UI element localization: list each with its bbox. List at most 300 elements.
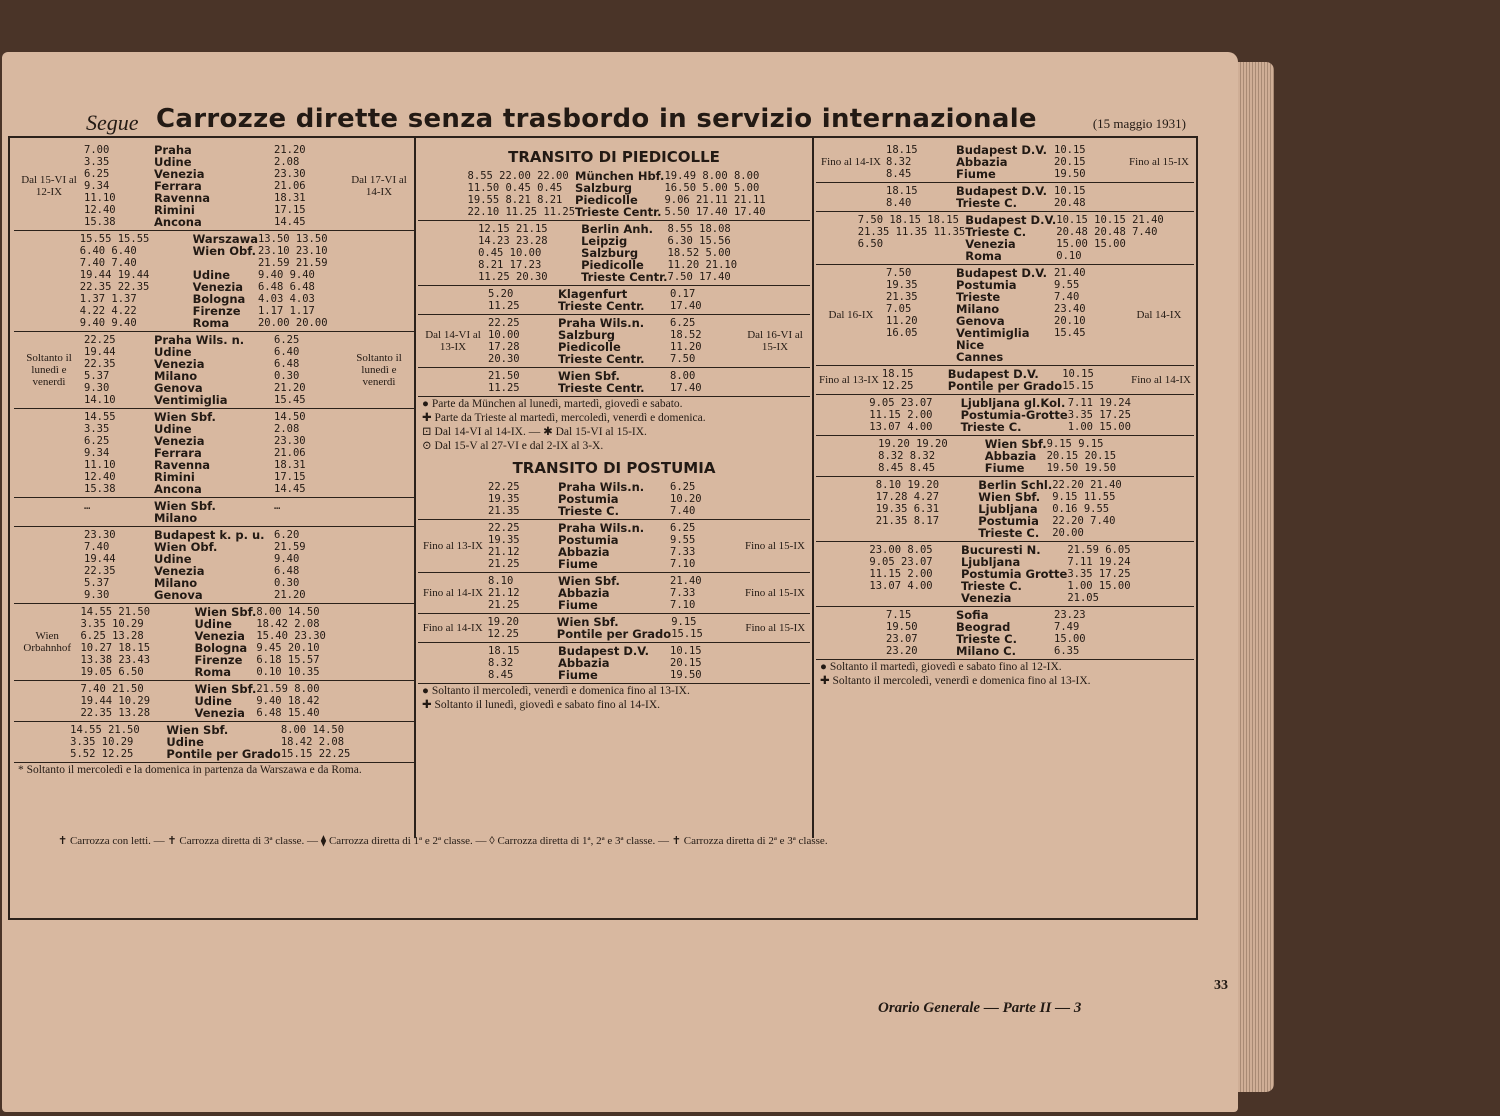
timetable-block bbox=[816, 607, 1194, 660]
station-name: Piedicolle bbox=[558, 340, 621, 354]
time-cell: 3.35 10.29 bbox=[80, 618, 144, 630]
station-name: Abbazia bbox=[558, 586, 610, 600]
timetable-frame bbox=[8, 136, 1198, 920]
block-validity-right bbox=[740, 481, 810, 517]
station-name: Roma bbox=[192, 316, 230, 330]
block-validity-left bbox=[14, 500, 84, 524]
column-middle bbox=[418, 142, 810, 712]
return-times bbox=[668, 223, 750, 283]
time-cell: 10.00 bbox=[488, 329, 520, 341]
time-cell: 9.40 9.40 bbox=[257, 269, 315, 281]
station-name: Trieste C. bbox=[960, 579, 1022, 593]
time-cell: 7.10 bbox=[670, 599, 696, 611]
time-cell: 6.25 13.28 bbox=[80, 630, 144, 642]
block-validity-right: Dal 16-VI al 15-IX bbox=[747, 329, 803, 353]
station-name: Udine bbox=[194, 694, 232, 708]
block-validity-left bbox=[816, 185, 886, 209]
postumia-blocks bbox=[418, 479, 810, 712]
timetable-block bbox=[14, 409, 414, 498]
station-list bbox=[956, 609, 1054, 657]
block-body bbox=[14, 529, 414, 601]
timetable-block bbox=[14, 527, 414, 604]
station-name: Trieste C. bbox=[956, 196, 1017, 210]
time-cell: 7.15 bbox=[886, 609, 912, 621]
time-cell: 14.55 21.50 bbox=[80, 606, 151, 618]
time-cell: 6.48 bbox=[274, 358, 300, 370]
time-cell: 8.21 17.23 bbox=[478, 259, 542, 271]
time-cell: 21.35 11.35 11.35 bbox=[857, 226, 966, 238]
station-list bbox=[558, 575, 670, 611]
block-validity-left bbox=[816, 397, 869, 433]
time-cell: 21.25 bbox=[488, 599, 520, 611]
time-cell: 19.50 bbox=[886, 621, 918, 633]
time-cell: 18.15 bbox=[886, 144, 918, 156]
return-times bbox=[1054, 144, 1124, 180]
time-cell: 14.10 bbox=[84, 394, 116, 406]
station-list bbox=[557, 616, 671, 640]
station-name: Bologna bbox=[194, 641, 248, 655]
return-times bbox=[670, 370, 740, 394]
block-validity-left bbox=[418, 645, 488, 681]
time-cell: 21.05 bbox=[1067, 592, 1099, 604]
station-name: Pontile per Grado bbox=[947, 379, 1063, 393]
station-list bbox=[154, 144, 274, 228]
block-validity-left bbox=[418, 170, 468, 218]
station-name: Praha bbox=[154, 143, 192, 157]
station-name: Venezia bbox=[194, 706, 245, 720]
departure-times bbox=[70, 724, 166, 760]
block-body bbox=[816, 214, 1194, 262]
column-note: * Soltanto il mercoledì e la domenica in partenza da Warszawa e da Roma. bbox=[18, 764, 362, 776]
block-validity-right bbox=[1141, 544, 1194, 604]
departure-times bbox=[468, 170, 575, 218]
block-body bbox=[418, 370, 810, 394]
timetable-block bbox=[418, 286, 810, 315]
time-cell: 7.10 bbox=[670, 558, 696, 570]
station-name: Milano C. bbox=[956, 644, 1016, 658]
time-cell: 18.52 bbox=[670, 329, 702, 341]
station-list bbox=[978, 479, 1052, 539]
time-cell: 3.35 bbox=[84, 156, 110, 168]
station-name: Praha Wils.n. bbox=[558, 316, 645, 330]
time-cell: 6.25 bbox=[274, 334, 300, 346]
time-cell: 5.37 bbox=[84, 370, 110, 382]
block-body bbox=[816, 144, 1194, 180]
station-list bbox=[194, 606, 256, 678]
time-cell: 0.10 10.35 bbox=[256, 666, 320, 678]
station-name: Venezia bbox=[192, 280, 244, 294]
station-name: Trieste Centr. bbox=[581, 270, 668, 284]
block-body bbox=[816, 479, 1194, 539]
station-name: Wien Sbf. bbox=[194, 605, 257, 619]
time-cell: 12.15 21.15 bbox=[478, 223, 548, 235]
station-list bbox=[581, 223, 667, 283]
timetable-block bbox=[418, 643, 810, 684]
block-validity-left: Dal 15-VI al 12-IX bbox=[21, 174, 77, 198]
station-name: Postumia-Grotte bbox=[960, 408, 1068, 422]
time-cell: 8.00 14.50 bbox=[256, 606, 320, 618]
time-cell: 1.17 1.17 bbox=[257, 305, 315, 317]
return-times bbox=[1056, 214, 1164, 262]
return-times bbox=[256, 683, 347, 719]
station-name: Trieste Centr. bbox=[558, 299, 645, 313]
timetable-block bbox=[14, 604, 414, 681]
station-name: Wien Sbf. bbox=[154, 499, 216, 513]
departure-times bbox=[876, 479, 979, 539]
station-list bbox=[956, 144, 1054, 180]
station-name: Ravenna bbox=[154, 458, 211, 472]
time-cell: 9.40 18.42 bbox=[256, 695, 320, 707]
time-cell: 8.32 bbox=[886, 156, 912, 168]
station-name: Trieste Centr. bbox=[558, 352, 645, 366]
time-cell: 6.25 bbox=[670, 481, 696, 493]
station-name: Fiume bbox=[558, 598, 598, 612]
return-times bbox=[670, 288, 740, 312]
time-cell: 1.00 15.00 bbox=[1067, 580, 1131, 592]
block-validity-right: Fino al 15-IX bbox=[745, 540, 805, 552]
block-body bbox=[418, 170, 810, 218]
time-cell: 6.48 6.48 bbox=[257, 281, 315, 293]
station-name: Salzburg bbox=[575, 181, 633, 195]
station-name: München Hbf. bbox=[575, 169, 665, 183]
departure-times bbox=[882, 368, 948, 392]
station-name: Wien Sbf. bbox=[556, 615, 619, 629]
block-body bbox=[418, 616, 810, 640]
time-cell: 6.30 15.56 bbox=[667, 235, 731, 247]
station-name: Venezia bbox=[194, 629, 245, 643]
time-cell: 20.15 bbox=[1054, 156, 1086, 168]
timetable-block bbox=[418, 315, 810, 368]
departure-times bbox=[80, 683, 194, 719]
time-cell: 8.32 8.32 bbox=[878, 450, 936, 462]
return-times bbox=[256, 606, 347, 678]
station-name: Postumia bbox=[956, 278, 1017, 292]
time-cell: 8.45 bbox=[886, 168, 912, 180]
station-list bbox=[948, 368, 1062, 392]
section-title-postumia: TRANSITO DI POSTUMIA bbox=[512, 459, 716, 477]
time-cell: 8.32 bbox=[488, 657, 514, 669]
column-right bbox=[816, 142, 1194, 688]
station-list bbox=[558, 288, 670, 312]
time-cell: 5.20 bbox=[488, 288, 514, 300]
time-cell: 6.48 15.40 bbox=[256, 707, 320, 719]
time-cell: 19.20 bbox=[487, 616, 519, 628]
station-name: Bologna bbox=[192, 292, 246, 306]
block-validity-left: Fino al 14-IX bbox=[423, 587, 483, 599]
column-note: ✚ Soltanto il mercoledì, venerdì e domenica fino al 13-IX. bbox=[820, 675, 1091, 687]
piedicolle-blocks bbox=[418, 168, 810, 453]
station-name: Wien Sbf. bbox=[984, 437, 1047, 451]
time-cell: 10.15 bbox=[1054, 144, 1086, 156]
station-name: Ferrara bbox=[154, 446, 202, 460]
station-name: Leipzig bbox=[581, 234, 628, 248]
time-cell: 14.55 21.50 bbox=[70, 724, 140, 736]
block-validity-left: Soltanto il lunedì e venerdì bbox=[26, 352, 72, 388]
time-cell: 17.28 bbox=[488, 341, 520, 353]
time-cell: 7.40 bbox=[1054, 291, 1080, 303]
departure-times bbox=[488, 481, 558, 517]
block-validity-right bbox=[1124, 185, 1194, 209]
station-name: Budapest D.V. bbox=[956, 184, 1048, 198]
time-cell: 21.59 bbox=[274, 541, 306, 553]
time-cell: 7.40 bbox=[84, 541, 110, 553]
station-name: Pontile per Grado bbox=[166, 747, 281, 761]
time-cell: 19.50 bbox=[670, 669, 702, 681]
station-name: Cannes bbox=[956, 350, 1004, 364]
column-divider bbox=[812, 138, 814, 838]
return-times bbox=[670, 645, 740, 681]
time-cell: 7.40 21.50 bbox=[80, 683, 144, 695]
station-list bbox=[965, 214, 1056, 262]
time-cell: 6.25 bbox=[84, 168, 110, 180]
block-validity-left: Fino al 13-IX bbox=[819, 374, 879, 386]
block-validity-right: Fino al 14-IX bbox=[1131, 374, 1191, 386]
time-cell: 18.15 bbox=[488, 645, 520, 657]
station-name: Ventimiglia bbox=[154, 393, 228, 407]
time-cell: 0.10 bbox=[1056, 250, 1082, 262]
timetable-block bbox=[14, 722, 414, 763]
block-body bbox=[14, 724, 414, 760]
block-body bbox=[14, 233, 414, 329]
departure-times bbox=[488, 370, 558, 394]
departure-times bbox=[84, 411, 154, 495]
time-cell: 21.35 bbox=[488, 505, 520, 517]
time-cell: 20.15 bbox=[670, 657, 702, 669]
block-validity-right: Soltanto il lunedì e venerdì bbox=[356, 352, 402, 388]
station-name: Trieste Centr. bbox=[575, 205, 662, 219]
block-body bbox=[14, 606, 414, 678]
station-name: Budapest k. p. u. bbox=[154, 528, 265, 542]
time-cell: 8.00 14.50 bbox=[280, 724, 345, 736]
block-validity-left bbox=[816, 438, 878, 474]
time-cell: 6.40 6.40 bbox=[79, 245, 137, 257]
block-validity-left bbox=[418, 223, 478, 283]
timetable-block bbox=[816, 477, 1194, 542]
departure-times bbox=[478, 223, 581, 283]
time-cell: 23.30 bbox=[84, 529, 116, 541]
station-name: Venezia bbox=[154, 434, 205, 448]
time-cell: 21.20 bbox=[274, 589, 306, 601]
departure-times bbox=[488, 575, 558, 611]
station-name: Milano bbox=[154, 369, 198, 383]
block-validity-right bbox=[348, 233, 414, 329]
time-cell: 20.30 bbox=[488, 353, 520, 365]
block-body bbox=[14, 500, 414, 524]
time-cell: 11.10 bbox=[84, 192, 116, 204]
time-cell: 11.25 bbox=[488, 382, 520, 394]
time-cell: 22.35 bbox=[84, 358, 116, 370]
time-cell: 7.50 17.40 bbox=[667, 271, 731, 283]
station-name: Trieste C. bbox=[558, 504, 619, 518]
time-cell: 19.55 8.21 8.21 bbox=[467, 194, 563, 206]
return-times bbox=[258, 233, 348, 329]
column-note: ⊙ Dal 15-V al 27-VI e dal 2-IX al 3-X. bbox=[422, 440, 604, 452]
time-cell: 7.49 bbox=[1054, 621, 1080, 633]
station-list bbox=[956, 267, 1054, 363]
departure-times bbox=[869, 544, 961, 604]
block-validity-left bbox=[418, 288, 488, 312]
time-cell: 1.37 1.37 bbox=[79, 293, 137, 305]
block-validity-right bbox=[348, 683, 414, 719]
departure-times bbox=[84, 334, 154, 406]
departure-times bbox=[84, 144, 154, 228]
station-name: Fiume bbox=[558, 557, 598, 571]
time-cell: 19.50 19.50 bbox=[1046, 462, 1117, 474]
station-list bbox=[194, 683, 256, 719]
station-name: Trieste C. bbox=[956, 632, 1017, 646]
time-cell: 4.03 4.03 bbox=[257, 293, 315, 305]
block-body bbox=[816, 438, 1194, 474]
time-cell: 11.20 21.10 bbox=[667, 259, 738, 271]
station-name: Sofia bbox=[956, 608, 989, 622]
station-name: Ljubljana gl.Kol. bbox=[960, 396, 1066, 410]
time-cell: 21.59 21.59 bbox=[257, 257, 328, 269]
station-name: Trieste Centr. bbox=[558, 381, 645, 395]
station-name: Praha Wils.n. bbox=[558, 480, 645, 494]
station-list bbox=[985, 438, 1047, 474]
time-cell: 4.22 4.22 bbox=[79, 305, 137, 317]
time-cell: 15.38 bbox=[84, 216, 116, 228]
time-cell: 22.35 13.28 bbox=[80, 707, 151, 719]
block-body bbox=[816, 609, 1194, 657]
station-name: Ancona bbox=[154, 482, 202, 496]
return-times bbox=[1054, 267, 1124, 363]
time-cell: 23.30 bbox=[274, 435, 306, 447]
station-list bbox=[575, 170, 664, 218]
station-name: Abbazia bbox=[558, 545, 610, 559]
column-divider bbox=[414, 138, 416, 838]
station-list bbox=[558, 522, 670, 570]
timetable-block bbox=[14, 231, 414, 332]
time-cell: 14.23 23.28 bbox=[478, 235, 548, 247]
station-list bbox=[558, 370, 670, 394]
station-name: Venezia bbox=[154, 357, 205, 371]
station-name: Udine bbox=[154, 345, 192, 359]
time-cell: 1.00 15.00 bbox=[1067, 421, 1131, 433]
time-cell: 18.15 bbox=[881, 368, 914, 380]
block-validity-right bbox=[1124, 609, 1194, 657]
time-cell: 3.35 10.29 bbox=[70, 736, 134, 748]
block-body bbox=[816, 267, 1194, 363]
time-cell: 14.55 bbox=[84, 411, 116, 423]
block-validity-left bbox=[14, 411, 84, 495]
station-list bbox=[154, 500, 274, 524]
time-cell: 6.40 bbox=[274, 346, 300, 358]
time-cell: 20.48 bbox=[1054, 197, 1086, 209]
station-name: Genova bbox=[154, 588, 203, 602]
block-validity-right bbox=[358, 724, 414, 760]
return-times bbox=[1054, 185, 1124, 209]
time-cell: 21.40 bbox=[670, 575, 702, 587]
time-cell: 10.20 bbox=[670, 493, 702, 505]
time-cell: 9.45 20.10 bbox=[256, 642, 320, 654]
station-name: Venezia bbox=[154, 564, 205, 578]
station-name: Wien Sbf. bbox=[194, 682, 257, 696]
time-cell: 22.25 bbox=[488, 522, 520, 534]
block-validity-right bbox=[1132, 438, 1194, 474]
time-cell: 7.11 19.24 bbox=[1067, 397, 1131, 409]
timetable-block bbox=[418, 368, 810, 397]
time-cell: 21.50 bbox=[488, 370, 520, 382]
station-list bbox=[166, 724, 280, 760]
return-times bbox=[1052, 479, 1134, 539]
time-cell: 21.40 bbox=[1054, 267, 1086, 279]
time-cell: 22.35 bbox=[84, 565, 116, 577]
time-cell: 17.15 bbox=[274, 471, 306, 483]
time-cell: 23.00 8.05 bbox=[869, 544, 933, 556]
timetable-block bbox=[418, 614, 810, 643]
time-cell: 7.33 bbox=[670, 546, 696, 558]
return-times bbox=[670, 522, 740, 570]
time-cell: 22.25 bbox=[84, 334, 116, 346]
column-note: ✚ Soltanto il lunedì, giovedì e sabato fino al 14-IX. bbox=[422, 699, 660, 711]
timetable-block bbox=[816, 183, 1194, 212]
return-times bbox=[274, 411, 344, 495]
time-cell: 19.44 10.29 bbox=[80, 695, 151, 707]
station-name: Udine bbox=[154, 422, 192, 436]
time-cell: 8.40 bbox=[886, 197, 912, 209]
departure-times bbox=[858, 214, 965, 262]
time-cell: 11.50 0.45 0.45 bbox=[467, 182, 563, 194]
time-cell: 7.33 bbox=[670, 587, 696, 599]
time-cell: 18.52 5.00 bbox=[667, 247, 731, 259]
station-name: Wien Sbf. bbox=[558, 369, 620, 383]
time-cell: 7.00 bbox=[84, 144, 110, 156]
time-cell: 11.25 bbox=[488, 300, 520, 312]
station-name: Beograd bbox=[956, 620, 1011, 634]
departure-times bbox=[488, 522, 558, 570]
timetable-block bbox=[14, 681, 414, 722]
time-cell: 8.10 19.20 bbox=[875, 479, 940, 491]
time-cell: 8.45 bbox=[488, 669, 514, 681]
time-cell: 22.10 11.25 11.25 bbox=[467, 206, 576, 218]
station-list bbox=[956, 185, 1054, 209]
time-cell: 3.35 17.25 bbox=[1067, 568, 1131, 580]
block-body bbox=[418, 522, 810, 570]
time-cell: 14.50 bbox=[274, 411, 306, 423]
timetable-block bbox=[816, 212, 1194, 265]
time-cell: 23.20 bbox=[886, 645, 918, 657]
block-validity-right: Dal 14-IX bbox=[1136, 309, 1182, 321]
block-validity-left: Dal 14-VI al 13-IX bbox=[425, 329, 481, 353]
time-cell: 18.31 bbox=[274, 192, 306, 204]
time-cell: 10.15 bbox=[1054, 185, 1086, 197]
time-cell: 23.30 bbox=[274, 168, 306, 180]
time-cell: 9.55 bbox=[1054, 279, 1080, 291]
block-validity-right: Fino al 15-IX bbox=[745, 622, 806, 634]
station-name: Warszawa bbox=[192, 232, 258, 246]
station-name: Wien Sbf. bbox=[558, 574, 620, 588]
station-name: Ancona bbox=[154, 215, 202, 229]
station-list bbox=[193, 233, 258, 329]
time-cell: 8.45 8.45 bbox=[878, 462, 936, 474]
time-cell: 9.40 9.40 bbox=[79, 317, 137, 329]
station-name: Genova bbox=[154, 381, 203, 395]
time-cell: 15.40 23.30 bbox=[256, 630, 326, 642]
return-times bbox=[1068, 397, 1141, 433]
block-validity-left: Fino al 14-IX bbox=[821, 156, 881, 168]
time-cell: 18.31 bbox=[274, 459, 306, 471]
timetable-block bbox=[14, 498, 414, 527]
station-name: Piedicolle bbox=[575, 193, 638, 207]
station-list bbox=[558, 317, 670, 365]
time-cell: 20.00 20.00 bbox=[257, 317, 328, 329]
time-cell: 0.16 9.55 bbox=[1052, 503, 1110, 515]
time-cell: 11.20 bbox=[670, 341, 702, 353]
time-cell: 9.34 bbox=[84, 180, 110, 192]
time-cell: 0.45 10.00 bbox=[478, 247, 542, 259]
block-validity-right bbox=[344, 529, 414, 601]
